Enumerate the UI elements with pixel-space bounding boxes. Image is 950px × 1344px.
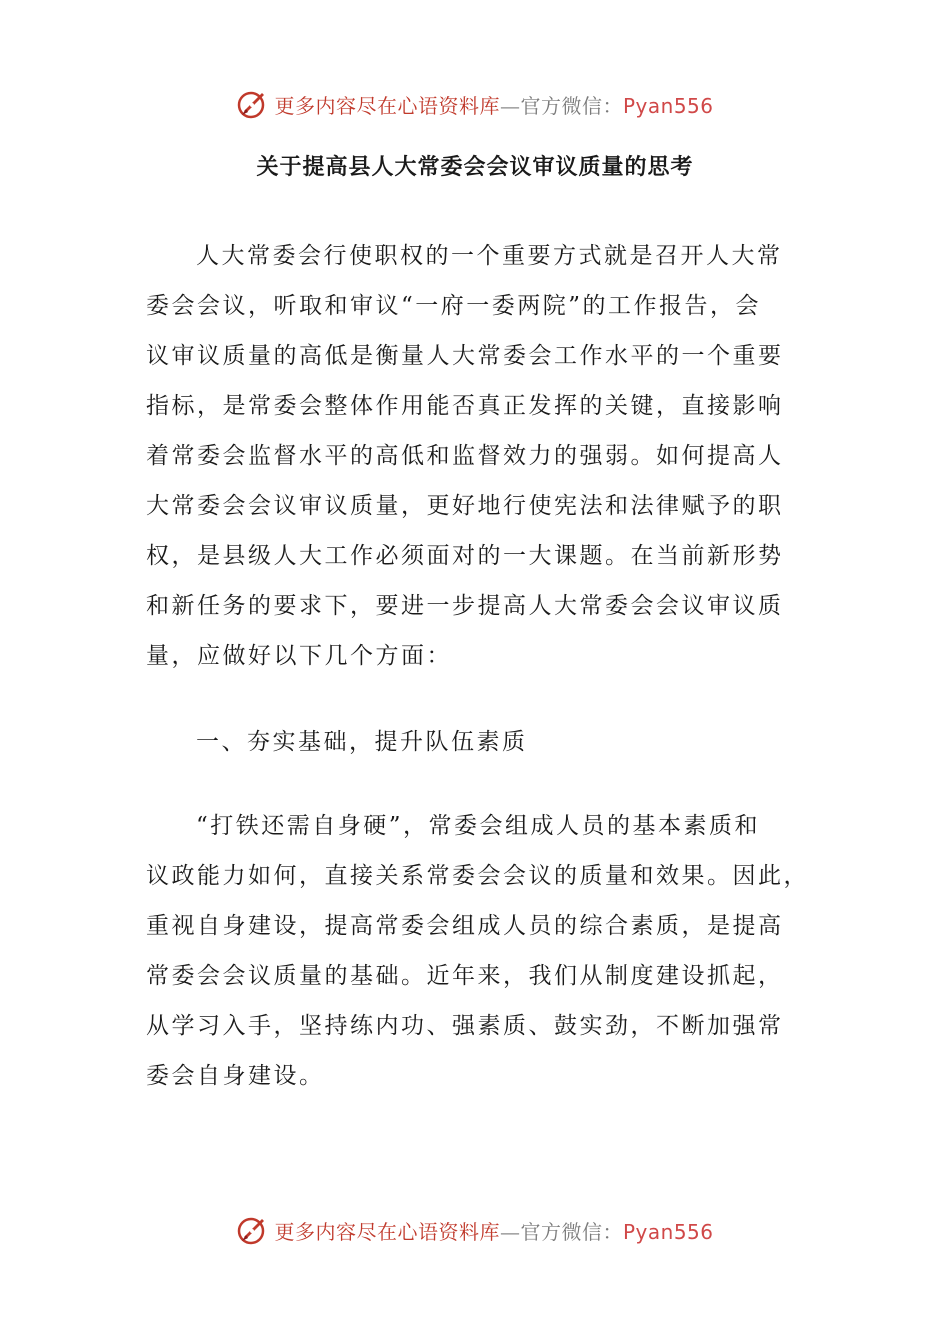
paragraph-line: 从学习入手，坚持练内功、强素质、鼓实劲，不断加强常 <box>146 1013 784 1039</box>
watermark-text <box>274 1216 713 1245</box>
paragraph-line: 和新任务的要求下，要进一步提高人大常委会会议审议质 <box>146 593 784 619</box>
paragraph-line: 常委会会议质量的基础。近年来，我们从制度建设抓起， <box>146 963 784 989</box>
paragraph-line: 权，是县级人大工作必须面对的一大课题。在当前新形势 <box>146 543 784 569</box>
paragraph-line: 量，应做好以下几个方面： <box>146 643 452 669</box>
watermark-dash: — <box>499 1219 521 1244</box>
paragraph-line: 大常委会会议审议质量，更好地行使宪法和法律赋予的职 <box>146 493 784 519</box>
paragraph-section-one <box>146 801 809 1101</box>
watermark-wechat-label: 官方微信： <box>520 93 623 118</box>
watermark-main: 更多内容尽在心语资料库 <box>274 93 500 118</box>
watermark-wechat-label: 官方微信： <box>520 1219 623 1244</box>
paragraph-line: 指标，是常委会整体作用能否真正发挥的关键，直接影响 <box>146 393 784 419</box>
paragraph-line: 委会自身建设。 <box>146 1063 325 1089</box>
document-title: 关于提高县人大常委会会议审议质量的思考 <box>256 154 694 180</box>
watermark-text <box>274 90 713 119</box>
paragraph-line: 人大常委会行使职权的一个重要方式就是召开人大常 <box>196 243 783 269</box>
paragraph-line: 议审议质量的高低是衡量人大常委会工作水平的一个重要 <box>146 343 784 369</box>
paragraph-line: 议政能力如何，直接关系常委会会议的质量和效果。因此， <box>146 863 809 889</box>
paragraph-line: “打铁还需自身硬”，常委会组成人员的基本素质和 <box>196 813 761 839</box>
watermark-wechat-id: Pyan556 <box>622 93 714 118</box>
pen-nib-logo-icon <box>236 1213 270 1247</box>
section-heading <box>146 717 786 767</box>
watermark-wechat-id: Pyan556 <box>622 1219 714 1244</box>
watermark-dash: — <box>499 93 521 118</box>
pen-nib-logo-icon <box>236 87 270 121</box>
paragraph-line: 委会会议，听取和审议“一府一委两院”的工作报告，会 <box>146 293 762 319</box>
paragraph-line: 重视自身建设，提高常委会组成人员的综合素质，是提高 <box>146 913 784 939</box>
header-watermark <box>0 84 950 124</box>
watermark-main: 更多内容尽在心语资料库 <box>274 1219 500 1244</box>
paragraph-line: 着常委会监督水平的高低和监督效力的强弱。如何提高人 <box>146 443 784 469</box>
section-heading-text: 一、夯实基础，提升队伍素质 <box>196 729 528 755</box>
paragraph-intro <box>146 231 786 681</box>
footer-watermark <box>0 1210 950 1250</box>
